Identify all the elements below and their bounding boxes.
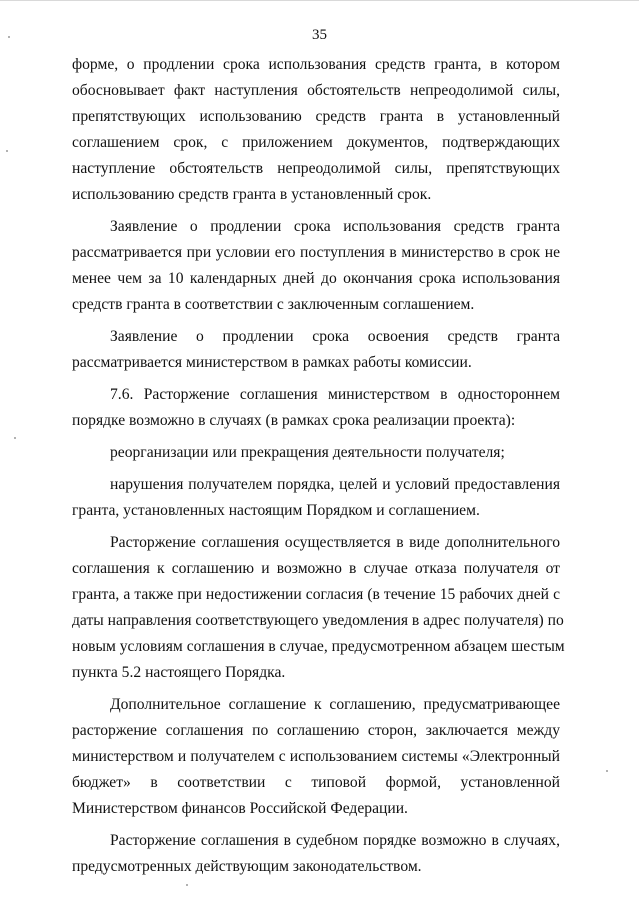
text-line: Расторжение соглашения осуществляется в виде дополнительного bbox=[110, 534, 560, 551]
text-line: бюджет» в соответствии с типовой формой, установленной bbox=[72, 774, 560, 791]
text-line: соглашением срок, с приложением документов, подтверждающих bbox=[72, 134, 560, 151]
text-line: даты направления соответствующего уведомления в адрес получателя) по bbox=[72, 612, 564, 629]
paragraph bbox=[72, 324, 560, 376]
text-line: рассматривается при условии его поступления в министерство в срок не bbox=[72, 244, 560, 261]
text-line: Заявление о продлении срока использования средств гранта bbox=[110, 218, 560, 235]
paragraph bbox=[72, 440, 560, 466]
text-line: порядке возможно в случаях (в рамках срока реализации проекта): bbox=[72, 412, 516, 429]
text-line: соглашения к соглашению и возможно в случае отказа получателя от bbox=[72, 560, 560, 577]
paragraph bbox=[72, 530, 565, 686]
paragraph bbox=[72, 52, 560, 208]
text-line: рассматривается министерством в рамках работы комиссии. bbox=[72, 354, 472, 371]
text-line: гранта, установленных настоящим Порядком и соглашением. bbox=[72, 502, 480, 519]
text-line: новым условиям соглашения в случае, предусмотренном абзацем шестым bbox=[72, 638, 565, 655]
text-line: Дополнительное соглашение к соглашению, предусматривающее bbox=[110, 696, 560, 713]
text-line: обосновывает факт наступления обстоятельств непреодолимой силы, bbox=[72, 82, 560, 99]
scan-speck bbox=[6, 150, 8, 152]
paragraph bbox=[72, 214, 560, 318]
text-line: 7.6. Расторжение соглашения министерством в одностороннем bbox=[110, 386, 560, 403]
text-line: препятствующих использованию средств гранта в установленный bbox=[72, 108, 560, 125]
scan-speck bbox=[8, 36, 10, 38]
text-line: министерством и получателем с использованием системы «Электронный bbox=[72, 748, 560, 765]
paragraph bbox=[72, 382, 560, 434]
text-line: Заявление о продлении срока освоения средств гранта bbox=[110, 328, 560, 345]
scan-speck bbox=[14, 437, 16, 439]
text-line: гранта, а также при недостижении согласия (в течение 15 рабочих дней с bbox=[72, 586, 560, 603]
page-number: 35 bbox=[312, 27, 327, 43]
text-line: использованию средств гранта в установленный срок. bbox=[72, 186, 432, 203]
text-line: расторжение соглашения по соглашению сторон, заключается между bbox=[72, 722, 560, 739]
scan-speck bbox=[606, 770, 608, 772]
text-line: форме, о продлении срока использования средств гранта, в котором bbox=[72, 56, 560, 73]
body-text bbox=[72, 52, 565, 886]
top-edge-rule bbox=[0, 0, 639, 1]
scan-speck bbox=[186, 884, 188, 886]
text-line: нарушения получателем порядка, целей и условий предоставления bbox=[110, 476, 560, 493]
text-line: предусмотренных действующим законодательством. bbox=[72, 858, 422, 875]
text-line: Министерством финансов Российской Федерации. bbox=[72, 800, 408, 817]
paragraph bbox=[72, 472, 560, 524]
text-line: менее чем за 10 календарных дней до окончания срока использования bbox=[72, 270, 560, 287]
text-line: реорганизации или прекращения деятельности получателя; bbox=[110, 444, 505, 461]
paragraph bbox=[72, 828, 560, 880]
text-line: средств гранта в соответствии с заключенным соглашением. bbox=[72, 296, 475, 313]
paragraph bbox=[72, 692, 560, 822]
text-line: пункта 5.2 настоящего Порядка. bbox=[72, 664, 286, 681]
text-line: Расторжение соглашения в судебном порядке возможно в случаях, bbox=[110, 832, 560, 849]
text-line: наступление обстоятельств непреодолимой силы, препятствующих bbox=[72, 160, 560, 177]
